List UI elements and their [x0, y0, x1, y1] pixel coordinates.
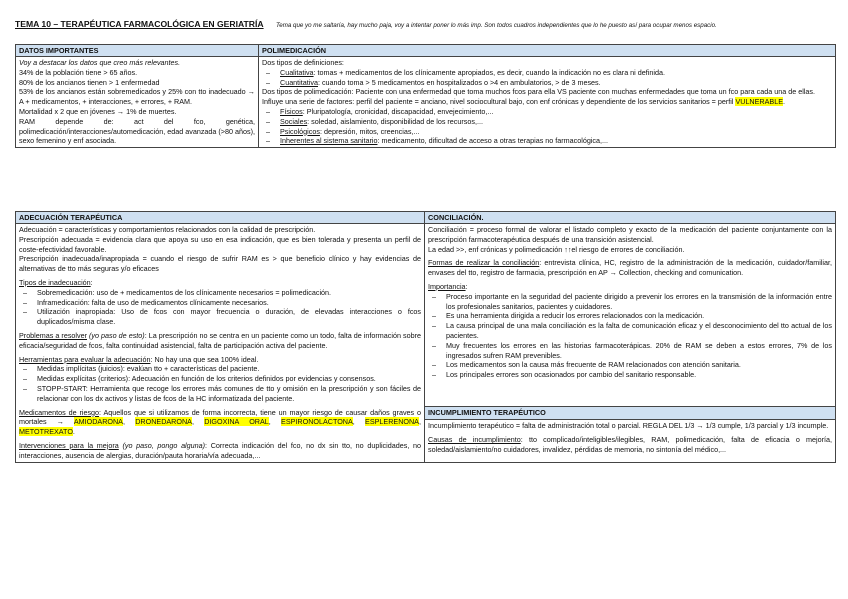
defs-title: Dos tipos de definiciones:	[262, 58, 344, 67]
conciliacion-p1: Conciliación = proceso formal de valorar el listado completo y exacto de la medicación del paciente conjuntamente con la prescripción farmacoterapéutica después de una transición asistencial.	[428, 225, 832, 244]
list-item: – Inherentes al sistema sanitario: medicamento, dificultad de acceso a otras terapias no farmacológica,...	[262, 136, 832, 146]
drug-highlight: AMIODARONA	[73, 417, 123, 427]
list-item: – Cuantitativa: cuando toma > 5 medicamentos en hospitalizados o >4 en ambulatorios, > de 3 meses.	[262, 78, 832, 88]
defs-list	[262, 68, 832, 88]
list-item: – Los medicamentos son la causa más frecuente de RAM relacionados con atención sanitaria.	[428, 360, 832, 370]
polimedicacion-heading: POLIMEDICACIÓN	[259, 45, 836, 57]
causas-text: Causas de incumplimiento: tto complicado/inteligibles/ilegibles, RAM, polimedicación, falta de eficacia o mejoría, soledad/aislamiento/no cuidadores, invalidez, pérdidas de memoria, no sintonía del médico,...	[428, 435, 833, 455]
conciliacion-p2: La edad >>, enf crónicas y polimedicación ↑↑el riesgo de errores de conciliación.	[428, 244, 685, 254]
page-note: Tema que yo me saltaría, hay mucho paja, voy a intentar poner lo más imp. Son todos cuadros independientes que lo he puesto así para ocupar menos espacio.	[276, 22, 717, 29]
list-item: – La causa principal de una mala conciliación es la falta de comunicación eficaz y el desconocimiento del tto actual de los pacientes.	[428, 321, 832, 341]
list-item: – Sobremedicación: uso de + medicamentos de los clínicamente necesarios = polimedicación.	[19, 288, 421, 298]
datos-line: 34% de la población tiene > 65 años.	[19, 67, 138, 77]
adecuacion-p3: Prescripción inadecuada/inapropiada = cuando el riesgo de sufrir RAM es > que beneficio clínico y hay evidencias de alternativas de tto más seguras y/o eficaces	[19, 254, 421, 274]
list-item: – STOPP-START: Herramienta que recoge los errores más comunes de tto y omisión en la prescripción y son fáciles de relacionar con los dx activos y listas de fcos de la HC informatizada del paciente.	[19, 384, 421, 404]
conciliacion-cell	[425, 224, 836, 407]
drug-highlight: DIGOXINA ORAL	[204, 417, 269, 427]
adecuacion-heading: ADECUACIÓN TERAPÉUTICA	[16, 212, 425, 224]
page-title: TEMA 10 – TERAPÉUTICA FARMACOLÓGICA EN GERIATRÍA	[15, 19, 264, 29]
page-header	[15, 14, 835, 32]
vulnerable-highlight: VULNERABLE	[735, 97, 783, 107]
factors-text: Influye una serie de factores: perfil del paciente = anciano, nivel sociocultural bajo, con enf crónicas y dependiente de los servicios sanitarios = perfil VULNERABLE.	[262, 97, 785, 107]
list-item: – Muy frecuentes los errores en las historias farmacoterápicas. 20% de RAM se deben a estos errores, 7% de los ingresados sufren RAM prevenibles.	[428, 341, 832, 361]
importancia-list	[428, 292, 832, 380]
incumplimiento-cell	[425, 420, 836, 462]
datos-cell	[16, 57, 259, 148]
list-item: – Físicos: Pluripatología, cronicidad, discapacidad, envejecimiento,...	[262, 107, 832, 117]
riesgo-text: Medicamentos de riesgo: Aquellos que si utilizamos de forma incorrecta, tiene un mayor riesgo de causar daños graves o mortales → AMIODARONA, DRONEDARONA, DIGOXINA ORAL, ESPIRONOLACTONA, ESPLERENONA, METOTREXATO.	[19, 407, 421, 437]
formas-text: Formas de realizar la conciliación: entrevista clínica, HC, registro de la administración de la medicación, cuidador/familiar, envases del tto, registro de farmacia, prescripción en AP → Collection, checking and comunication.	[428, 258, 832, 278]
conciliacion-heading: CONCILIACIÓN.	[425, 212, 836, 224]
tipos-list	[19, 288, 421, 327]
polimedicacion-cell	[259, 57, 836, 148]
drug-highlight: METOTREXATO	[19, 427, 73, 437]
list-item: – Cualitativa: tomas + medicamentos de los clínicamente apropiados, es decir, cuando la indicación no es clara ni definida.	[262, 68, 832, 78]
problemas-text: Problemas a resolver (yo paso de esto): La prescripción no se centra en un paciente como un todo, falta de información sobre eficacia/seguridad de fcos, falta continuidad asistencial, falta de participación activa del paciente.	[19, 330, 421, 350]
datos-line: 53% de los ancianos están sobremedicados y 25% con tto inadecuado → A + medicamentos, + interacciones, + errores, + RAM.	[19, 87, 255, 107]
list-item: – Es una herramienta dirigida a reducir los errores relacionados con la medicación.	[428, 311, 832, 321]
tipos-title: Tipos de inadecuación:	[19, 277, 93, 287]
herramientas-text: Herramientas para evaluar la adecuación: No hay una que sea 100% ideal.	[19, 354, 259, 364]
drug-highlight: DRONEDARONA	[135, 417, 192, 427]
drug-highlight: ESPLERENONA	[365, 417, 419, 427]
adecuacion-p1: Adecuación = características y comportamientos relacionados con la calidad de prescripción.	[19, 225, 316, 234]
list-item: – Sociales: soledad, aislamiento, disponibilidad de los recursos,...	[262, 117, 832, 127]
datos-line: 80% de los ancianos tienen > 1 enfermedad	[19, 77, 160, 87]
types-text: Dos tipos de polimedicación: Paciente con una enfermedad que toma muchos fcos para ella VS paciente con muchas enfermedades que toma un fco para cada una de ellas.	[262, 87, 815, 97]
importancia-title: Importancia:	[428, 281, 468, 291]
drug-highlight: ESPIRONOLACTONA	[281, 417, 353, 427]
list-item: – Medidas implícitas (juicios): evalúan tto + características del paciente.	[19, 364, 421, 374]
incumplimiento-p1: Incumplimiento terapéutico = falta de administración total o parcial. REGLA DEL 1/3 → 1/3 cumple, 1/3 parcial y 1/3 incumple.	[428, 421, 829, 431]
adecuacion-p2: Prescripción adecuada = evidencia clara que apoya su uso en esa indicación, que es bien tolerada y presenta un perfil de coste-efectividad favorable.	[19, 234, 421, 254]
factor-list	[262, 107, 832, 146]
list-item: – Proceso importante en la seguridad del paciente dirigido a prevenir los errores en la transmisión de la información entre los profesionales sanitarios, pacientes y cuidadores.	[428, 292, 832, 312]
list-item: – Inframedicación: falta de uso de medicamentos clínicamente necesarios.	[19, 298, 421, 308]
herramientas-list	[19, 364, 421, 403]
top-table	[15, 44, 836, 148]
datos-line: Mortalidad x 2 que en jóvenes → 1% de muertes.	[19, 106, 177, 116]
list-item: – Psicológicos: depresión, mitos, creencias,...	[262, 127, 832, 137]
datos-intro: Voy a destacar los datos que creo más relevantes.	[19, 58, 181, 67]
list-item: – Los principales errores son ocasionados por cambio del sanitario responsable.	[428, 370, 832, 380]
bottom-table	[15, 211, 836, 463]
datos-heading: DATOS IMPORTANTES	[16, 45, 259, 57]
adecuacion-cell	[16, 224, 425, 463]
datos-line: RAM depende de: act del fco, genética, polimedicación/interacciones/automedicación, edad avanzada (>80 años), sexo femenino y enf asociada.	[19, 116, 255, 146]
list-item: – Medidas explícitas (criterios): Adecuación en función de los criterios definidos por evidencias y consensos.	[19, 374, 421, 384]
intervenciones-text: Intervenciones para la mejora (yo paso, pongo alguna): Correcta indicación del fco, no dx sin tto, no duplicidades, no interacciones, ausencia de alergias, duración/pauta horaria/vía adecuada,...	[19, 440, 422, 460]
list-item: – Utilización inapropiada: Uso de fcos con mayor frecuencia o duración, de elevadas interacciones o fcos duplicados/misma clase.	[19, 307, 421, 327]
incumplimiento-heading: INCUMPLIMIENTO TERAPÉUTICO	[425, 406, 836, 420]
